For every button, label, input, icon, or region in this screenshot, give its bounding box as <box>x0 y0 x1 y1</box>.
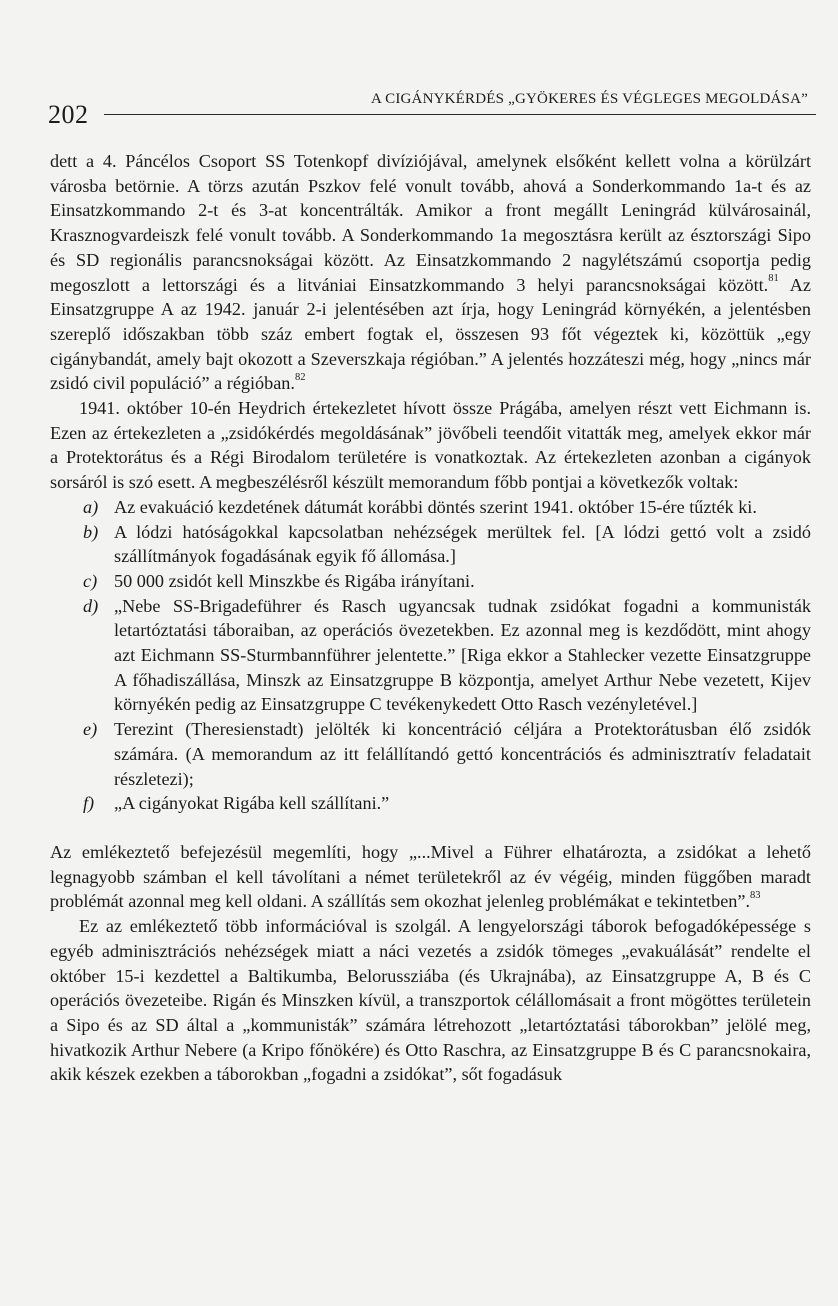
paragraph-1 <box>50 149 811 396</box>
list-item <box>50 791 811 816</box>
memorandum-list <box>50 495 811 816</box>
running-title: A CIGÁNYKÉRDÉS „GYÖKERES ÉS VÉGLEGES MEGOLDÁSA” <box>370 91 808 107</box>
list-marker: b) <box>83 521 99 542</box>
list-item <box>50 495 811 520</box>
paragraph-4: Ez az emlékeztető több információval is szolgál. A lengyelországi táborok befogadóképessége s egyéb adminisztrációs nehézségek miatt a náci vezetés a zsidók tömeges „evakuálását” rendelte el október 15-i kezdettel a Baltikumba, Belorussziába (és Ukrajnába), az Einsatzgruppe A, B és C operációs övezeteibe. Rigán és Minszken kívül, a transzportok célállomásait a front mögöttes területein a Sipo és az SD által a „kommunisták” számára létrehozott „letartóztatási táborokban” jelölé meg, hivatkozik Arthur Nebere (a Kripo főnökére) és Otto Raschra, az Einsatzgruppe B és C parancsnokaira, akik készek ezekben a táborokban „fogadni a zsidókat”, sőt fogadásuk <box>50 916 811 1085</box>
page-body <box>50 149 811 1087</box>
list-marker: a) <box>83 496 99 517</box>
paragraph-1-text-a: dett a 4. Páncélos Csoport SS Totenkopf divíziójával, amelynek elsőként kellett volna a körülzárt városba betörnie. A törzs azután Pszkov felé vonult tovább, ahová a Sonderkommando 1a-t és az Einsatzkommando 2-t és 3-at koncentrálták. Amikor a front megállt Leningrád külvárosainál, Krasznogvardeiszk felé vonult tovább. A Sonderkommando 1a megosztásra került az észtországi Sipo és SD regionális parancsnokságai között. Az Einsatzkommando 2 nagylétszámú csoportja pedig megoszlott a lettországi és a litvániai Einsatzkommando 3 helyi parancsnokságai között. <box>50 151 811 295</box>
list-marker: f) <box>83 793 95 814</box>
list-item-text: „A cigányokat Rigába kell szállítani.” <box>114 793 390 814</box>
page-number: 202 <box>48 100 89 129</box>
header-rule <box>104 114 816 115</box>
list-marker: c) <box>83 570 98 591</box>
list-item <box>50 569 811 594</box>
list-item-text: A lódzi hatóságokkal kapcsolatban nehézségek merültek fel. [A lódzi gettó volt a zsidó szállítmányok fogadásának egyik fő állomása.] <box>114 521 811 567</box>
paragraph-3-text: Az emlékeztető befejezésül megemlíti, hogy „...Mivel a Führer elhatározta, a zsidókat a lehető legnagyobb számban el kell távolítani a német területekről az év végéig, minden függőben maradt problémát azonnal meg kell oldani. A szállítás sem okozhat jelenleg problémákat e tekintetben”. <box>50 841 811 912</box>
footnote-marker-82: 82 <box>294 372 306 384</box>
list-marker: e) <box>83 719 98 740</box>
list-item-text: 50 000 zsidót kell Minszkbe és Rigába irányítani. <box>114 570 475 591</box>
section-gap <box>50 816 811 840</box>
paragraph-1-text-b: Az Einsatzgruppe A az 1942. január 2-i jelentésében azt írja, hogy Leningrád környékén, a jelentésben szereplő időszakban több száz embert fogtak el, összesen 93 főt végeztek ki, közöttük „egy cigánybandát, amely bajt okozott a Szeverszkaja régióban.” A jelentés hozzáteszi még, hogy „nincs már zsidó civil populáció” a régióban. <box>50 274 811 394</box>
paragraph-2: 1941. október 10-én Heydrich értekezletet hívott össze Prágába, amelyen részt vett Eichmann is. Ezen az értekezleten a „zsidókérdés megoldásának” jövőbeli teendőit vitatták meg, amelyek ekkor már a Protektorátus és a Régi Birodalom területére is vonatkoztak. Az értekezleten azonban a cigányok sorsáról is szó esett. A megbeszélésről készült memorandum főbb pontjai a következők voltak: <box>50 398 811 493</box>
list-item-text: Terezint (Theresienstadt) jelölték ki koncentráció céljára a Protektorátusban élő zsidók számára. (A memorandum az itt felállítandó gettó koncentrációs és adminisztratív feladatait részletezi); <box>114 719 811 789</box>
list-item-text: Az evakuáció kezdetének dátumát korábbi döntés szerint 1941. október 15-ére tűzték ki. <box>114 496 757 517</box>
list-item <box>50 520 811 569</box>
list-item <box>50 594 811 718</box>
footnote-marker-81: 81 <box>768 273 779 285</box>
paragraph-3 <box>50 840 811 914</box>
page-header <box>48 84 816 128</box>
list-item <box>50 717 811 791</box>
list-marker: d) <box>83 595 99 616</box>
footnote-marker-83: 83 <box>750 890 761 902</box>
list-item-text: „Nebe SS-Brigadeführer és Rasch ugyancsak tudnak zsidókat fogadni a kommunisták letartóztatási táboraiban, az operációs övezetekben. Ez azonnal meg is kezdődött, mint ahogy azt Eichmann SS-Sturmbannführer jelentette.” [Riga ekkor a Stahlecker vezette Einsatzgruppe A főhadiszállása, Minszk az Einsatzgruppe B központja, amelyet Arthur Nebe vezetett, Kijev környékén pedig az Einsatzgruppe C tevékenykedett Otto Rasch vezényletével.] <box>114 595 811 715</box>
